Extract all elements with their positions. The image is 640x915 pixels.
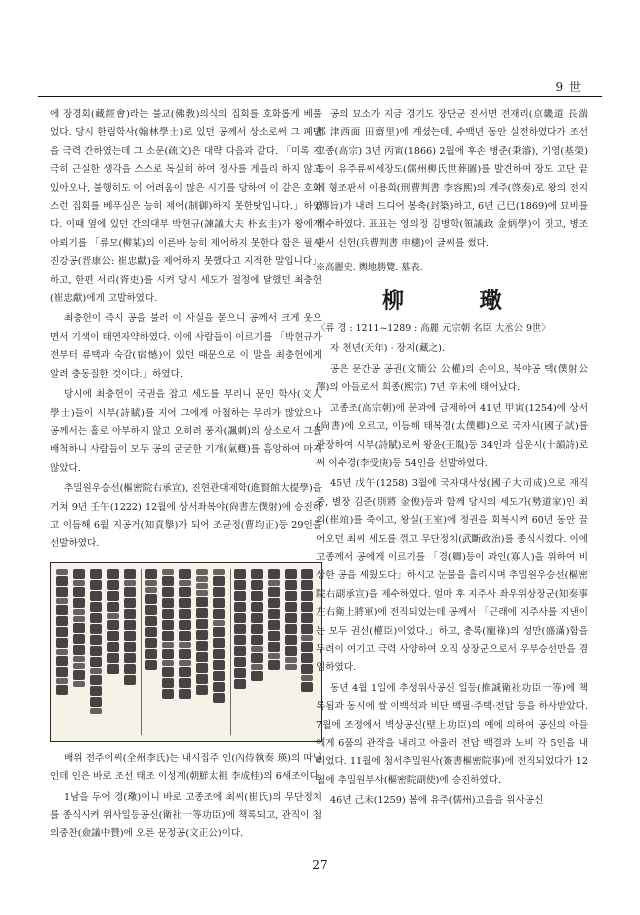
right-paragraph-3: 고종조(高宗朝)에 문과에 급제하여 41년 甲寅(1254)에 상서(尙書)에 오르고, 이듬해 태복경(太僕卿)으로 국자시(國子試)를 관장하여 시부(詩賦)로써 왕윤(王胤)등 34인과 십운시(十韻詩)로써 이수경(李受庚)등 54인을 선발하였다. bbox=[316, 402, 588, 469]
section-title: 柳 璥 bbox=[382, 287, 536, 314]
document-text-column bbox=[213, 569, 227, 735]
left-column bbox=[50, 106, 322, 844]
left-paragraph-5: 배위 전주이씨(全州李氏)는 내시집주 인(內侍執奏 瑛)의 따님인데 인은 바로 조선 태조 이성계(朝鮮太祖 李成桂)의 6세조이다. bbox=[50, 752, 322, 783]
document-text-column bbox=[196, 569, 210, 735]
historical-document-image bbox=[50, 562, 322, 742]
right-paragraph-1: 공의 묘소가 지금 경기도 장단군 진서면 전재리(京畿道 長湍郡 津西面 田齋里)에 계셨는데, 수백년 동안 실전하였다가 조선 고종(高宗) 3년 丙寅(1866) 2월에 후손 병준(秉濬), 기영(基榮)등이 유주류씨세장도(儒州柳氏世葬圖)를 발견하여 장도 고단 끝에 형조판서 이용희(刑曹判書 李容熙)의 계주(啓奏)로 왕의 전지(傳旨)가 내려 드디어 봉축(封築)하고, 6년 己巳(1869)에 묘비를 개수하였다. 표표는 영의정 김병학(領議政 金炳學)이 짓고, 병조판서 신헌(兵曹判書 申櫶)이 글씨를 썼다. bbox=[316, 109, 588, 249]
source-note: ※高麗史. 輿地勝覽. 墓表. bbox=[316, 262, 423, 274]
running-header: 9 世 bbox=[555, 80, 582, 94]
document-text-column bbox=[90, 569, 104, 735]
left-paragraph-2: 최충헌이 즉시 공을 불러 이 사실을 묻으니 공께서 크게 웃으면서 기색이 태연자약하였다. 이에 사람들이 이르기를 「박현규가 전부터 류택과 숙감(宿憾)이 있던 때문으로 이 말을 최충헌에게 알려 충동질한 것이다.」하였다. bbox=[50, 313, 322, 380]
right-paragraph-5: 동년 4월 1일에 추성위사공신 일등(推誠衛社功臣一等)에 책록됨과 동시에 쌀 이백석과 비단 백필·주택·전답 등을 하사받았다. 7월에 조정에서 벽상공신(壁上功臣)의 예에 의하여 공신의 아들에게 6품의 관작을 내리고 아울러 전답 백결과 노비 각 5인을 내리었다. 11월에 첨서추밀원사(簽書樞密院事)에 전직되었다가 12월에 추밀원부사(樞密院副使)에 승진하였다. bbox=[316, 682, 588, 786]
left-paragraph-4: 추밀원우승선(樞密院右承宣), 진현관대제학(進賢館大提學)을 거쳐 9년 壬午(1222) 12월에 상서좌복야(尙書左僕射)에 승진하고 이듬해 6월 지공거(知貢擧)가 되어 조균정(曹均正)등 29인을 선발하였다. bbox=[50, 483, 322, 550]
document-text-column bbox=[73, 569, 87, 735]
document-text-column bbox=[145, 569, 159, 735]
document-text-column bbox=[251, 569, 265, 735]
right-paragraph-2: 공은 문간공 공권(文簡公 公權)의 손이요, 북야공 택(僕射公 澤)의 아들로서 희종(熙宗) 7년 辛未에 태어났다. bbox=[316, 363, 588, 394]
document-column-rule bbox=[141, 569, 142, 735]
right-paragraph-4: 45년 戊午(1258) 3월에 국자대사성(國子大司成)으로 재직중, 별장 김준(別將 金俊)등과 함께 당시의 세도가(勢道家)인 최의(崔竩)를 죽이고, 왕실(王室)에 정권을 회복시켜 60년 동안 끌어오던 최씨 세도를 꺾고 무단정치(武斷政治)를 종식시켰다. 이에 고종께서 공에게 이르기를 「경(卿)등이 과인(寡人)을 위하여 비상한 공을 세웠도다」하시고 눈물을 흘리시며 추밀원우승선(樞密院右副承宣)을 제수하였다. 얼마 후 지주사 좌우위상장군(知奏事 左右衛上將軍)에 전직되었는데 공께서 「근래에 지주사를 지낸이는 모두 권신(權臣)이었다.」하고, 총록(寵祿)의 성만(盛滿)함을 두려이 여기고 극력 사양하여 오직 상장군으로서 우부승선만을 겸임하였다. bbox=[316, 478, 588, 674]
document-text-column bbox=[162, 569, 176, 735]
document-text-column bbox=[268, 569, 282, 735]
right-paragraph-6: 46년 己未(1259) 봄에 유주(儒州)고을을 위사공신 bbox=[330, 795, 544, 807]
bio-line: 〈류 경 : 1211~1289 : 高麗 元宗朝 名臣 大丞公 9世〉 bbox=[316, 323, 551, 335]
left-paragraph-3: 당시에 최충헌이 국권을 잡고 세도를 부리니 문인 학사(文人 學士)들이 시부(詩賦)를 지어 그에게 아첨하는 무리가 많았으나 공께서는 홀로 아부하지 않고 오히려 풍자(諷刺)의 상소로서 그를 배척하니 사람들이 모두 공의 굳굳한 기개(氣槪)를 흠앙하여 마지 않았다. bbox=[50, 389, 322, 474]
document-text-column bbox=[107, 569, 121, 735]
document-text-column bbox=[179, 569, 193, 735]
document-text-column bbox=[301, 569, 315, 735]
header-rule bbox=[38, 96, 602, 97]
document-text-column bbox=[124, 569, 138, 735]
right-column bbox=[316, 106, 588, 811]
left-paragraph-1: 에 장경회(藏經會)라는 불교(佛敎)의식의 집회를 호화롭게 베풀었다. 당시 한림학사(翰林學士)로 있던 공께서 상소로써 그 폐단을 극력 간하였는데 그 소문(疏文)은 대략 다음과 같다. 「미록 지극히 근실한 생각을 스스로 독실히 하여 정사를 게을리 하지 않고 있아오나, 불행히도 이 어려움이 많은 시기를 당하여 이 같은 호화스런 집회를 베푸심은 능히 제어(制御)하지 못한탓입니다.」하였다. 이때 옆에 있던 간의대부 박현규(諫議大夫 朴玄圭)가 왕에게 아뢰기를 「류모(柳某)의 이른바 능히 제어하지 못한다 함은 필시 진강공(晋康公: 崔忠獻)을 제어하지 못했다고 지적한 말입니다」하고, 한편 서리(胥吏)를 시켜 당시 세도가 절정에 달했던 최충헌(崔忠獻)에게 고발하였다. bbox=[50, 109, 322, 305]
document-column-rule bbox=[230, 569, 231, 735]
document-text-column bbox=[234, 569, 248, 735]
document-text-column bbox=[56, 569, 70, 735]
left-paragraph-6: 1남을 두어 경(璥)이니 바로 고종조에 최씨(崔氏)의 무단정치를 종식시켜 위사일등공신(衛社一等功臣)에 책록되고, 관직이 첨의중찬(僉議中贊)에 오른 문정공(文正公)이다. bbox=[50, 791, 322, 840]
style-line: 자 천년(天年) · 장지(藏之). bbox=[330, 343, 445, 355]
document-text-column bbox=[285, 569, 299, 735]
page-number: 27 bbox=[312, 858, 328, 872]
